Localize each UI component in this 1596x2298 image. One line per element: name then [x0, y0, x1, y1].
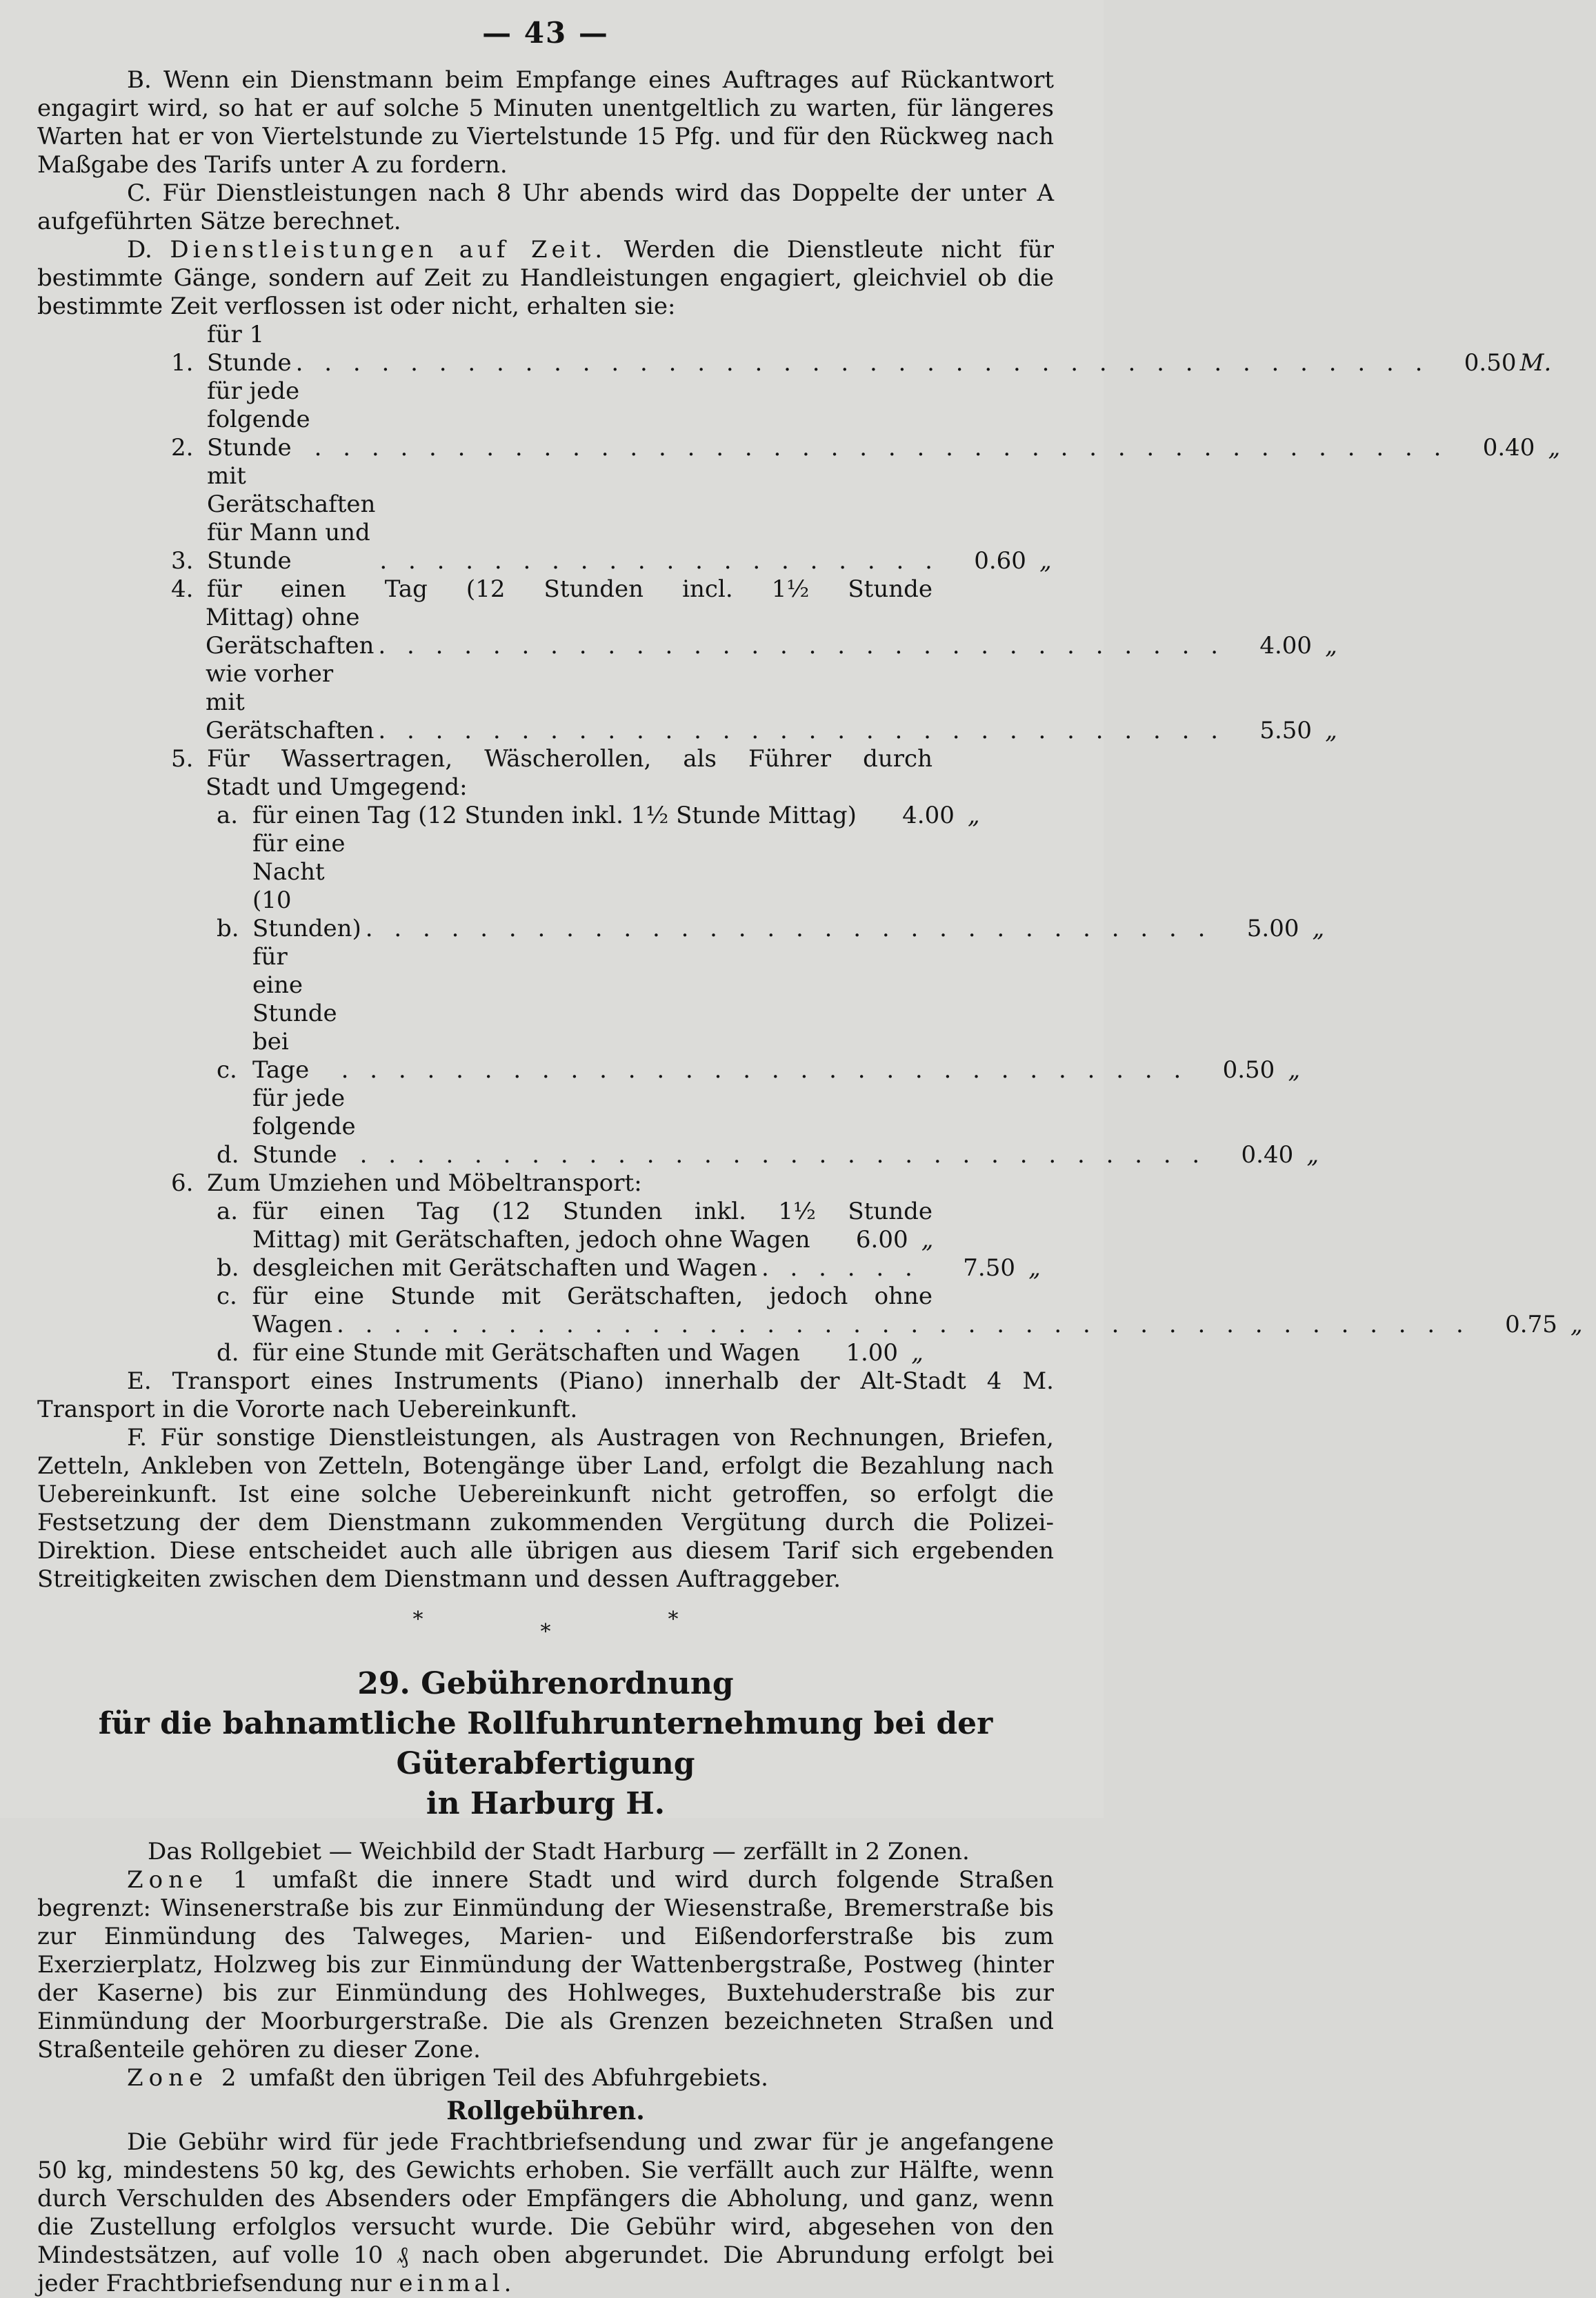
paragraph-d-label: D. — [127, 236, 152, 264]
item-price: 0.40 — [1482, 434, 1535, 462]
paragraph-d-heading: Dienstleistungen auf Zeit. — [170, 236, 607, 264]
paragraph-f — [37, 1424, 1054, 1594]
item-unit: „ — [1312, 915, 1325, 942]
tariff-item-6d — [37, 1339, 1054, 1367]
item-number: 3. — [171, 547, 194, 575]
paragraph-b — [37, 66, 1054, 179]
item-unit: „ — [1548, 434, 1561, 462]
separator-asterisk: * — [668, 1607, 679, 1632]
fees-text: Die Gebühr wird für jede Frachtbriefsendung und zwar für je angefangene 50 kg, mindestens 50 kg, des Gewichts erhoben. Sie verfällt auch zur Hälfte, wenn durch Verschulden des Absenders oder Empfängers die Abholung, und ganz, wenn die Zustellung erfolglos versucht wurde. Die Gebühr wird, abgesehen von den Mindestsätzen, auf volle 10 ₰ nach oben abgerundet. Die Abrundung erfolgt bei jeder Frachtbriefsendung nur — [37, 2128, 1054, 2297]
paragraph-e-text: Transport eines Instruments (Piano) innerhalb der Alt-Stadt 4 M. Transport in die Vororte nach Uebereinkunft. — [37, 1367, 1054, 1423]
tariff-item-5b — [37, 830, 1325, 943]
leader-dots: . . . . . . . . . . . . . . . . . . . . — [379, 547, 939, 575]
paragraph-b-label: B. — [127, 66, 152, 94]
item-text: für 1 Stunde — [207, 321, 292, 377]
item-price: 4.00 — [902, 802, 955, 829]
separator-asterisk: * — [412, 1607, 423, 1632]
tariff-item-1 — [37, 321, 1552, 377]
item-number: a. — [217, 802, 239, 829]
tariff-item-4 — [37, 575, 1054, 604]
paragraph-f-label: F. — [127, 1424, 148, 1452]
item-number: 5. — [171, 745, 194, 773]
item-price: 0.75 — [1505, 1311, 1557, 1338]
item-unit: „ — [1570, 1311, 1583, 1338]
paragraph-zone-2 — [37, 2064, 1054, 2092]
tariff-list — [37, 321, 1583, 1367]
item-unit: „ — [1325, 632, 1337, 660]
item-number: 4. — [171, 575, 194, 603]
item-unit: M. — [1519, 349, 1552, 377]
section-29-title: 29. Gebührenordnung — [357, 1666, 734, 1701]
tariff-item-6 — [37, 1169, 1054, 1198]
item-text: für einen Tag (12 Stunden incl. 1½ Stunde — [207, 575, 932, 603]
item-unit: „ — [1325, 717, 1337, 744]
item-text: Mittag) ohne Gerätschaften — [206, 604, 375, 660]
tariff-item-6c — [37, 1282, 1054, 1311]
page-number: — 43 — — [482, 16, 609, 50]
item-text: Zum Umziehen und Möbeltransport: — [207, 1169, 642, 1197]
subheading-rollgebuehren: Rollgebühren. — [446, 2097, 645, 2126]
leader-dots: . . . . . . . . . . . . . . . . . . . . . . . . . . . . . . — [365, 915, 1213, 942]
leader-dots: . . . . . . . . . . . . . . . . . . . . . . . . . . . . . . . . . . . . . . . . — [314, 434, 1448, 462]
item-number: d. — [217, 1141, 239, 1169]
item-price: 0.50 — [1464, 349, 1517, 377]
section-29-subtitle-line-2: in Harburg H. — [426, 1786, 666, 1821]
item-unit: „ — [1028, 1254, 1041, 1282]
tariff-item-5-line-2 — [37, 773, 1054, 802]
item-number: b. — [217, 1254, 239, 1282]
tariff-item-6a — [37, 1198, 1054, 1226]
tariff-item-4-line-b — [37, 660, 1337, 745]
item-text: für einen Tag (12 Stunden inkl. 1½ Stunde Mittag) — [252, 802, 857, 829]
tariff-item-5a — [37, 802, 1054, 830]
item-text: für eine Nacht (10 Stunden) — [252, 830, 361, 942]
item-price: 7.50 — [963, 1254, 1015, 1282]
zone-2-text: umfaßt den übrigen Teil des Abfuhrgebiets. — [249, 2064, 768, 2092]
item-price: 0.60 — [974, 547, 1026, 575]
leader-dots: . . . . . . — [761, 1254, 919, 1282]
section-separator — [37, 1607, 1054, 1644]
tariff-item-5c — [37, 943, 1301, 1084]
item-unit: „ — [968, 802, 980, 829]
separator-asterisk: * — [540, 1620, 551, 1644]
leader-dots: . . . . . . . . . . . . . . . . . . . . . . . . . . . . . . — [378, 717, 1226, 744]
paragraph-rollgebiet: Das Rollgebiet — Weichbild der Stadt Harburg — zerfällt in 2 Zonen. — [148, 1838, 970, 1865]
tariff-item-5 — [37, 745, 1054, 773]
section-29-subtitle-line-1: für die bahnamtliche Rollfuhrunternehmung bei der Güterabfertigung — [98, 1706, 993, 1781]
item-price: 0.50 — [1222, 1056, 1275, 1084]
item-text: Wagen — [252, 1311, 333, 1338]
paragraph-e — [37, 1367, 1054, 1424]
leader-dots: . . . . . . . . . . . . . . . . . . . . . . . . . . . . . . — [378, 632, 1226, 660]
item-text: desgleichen mit Gerätschaften und Wagen — [252, 1254, 757, 1282]
tariff-item-2 — [37, 377, 1561, 462]
item-unit: „ — [921, 1226, 934, 1254]
paragraph-fees — [37, 2128, 1054, 2298]
paragraph-d — [37, 236, 1054, 321]
item-number: 2. — [171, 434, 194, 462]
tariff-item-3 — [37, 462, 1054, 575]
zone-2-lead: Zone 2 — [127, 2064, 242, 2092]
item-text: für einen Tag (12 Stunden inkl. 1½ Stunde — [252, 1198, 932, 1225]
item-price: 4.00 — [1259, 632, 1313, 660]
item-unit: „ — [911, 1339, 924, 1367]
paragraph-f-text: Für sonstige Dienstleistungen, als Austragen von Rechnungen, Briefen, Zetteln, Ankleben von Zetteln, Botengänge über Land, erfolgt die Bezahlung nach Uebereinkunft. Ist eine solche Uebereinkunft nicht getroffen, so erfolgt die Festsetzung der dem Dienstmann zukommenden Vergütung durch die Polizei-Direktion. Diese entscheidet auch alle übrigen aus diesem Tarif sich ergebenden Streitigkeiten zwischen dem Dienstmann und dessen Auftraggeber. — [37, 1424, 1054, 1593]
item-text: Mittag) mit Gerätschaften, jedoch ohne Wagen — [252, 1226, 810, 1254]
item-number: 6. — [171, 1169, 194, 1197]
leader-dots: . . . . . . . . . . . . . . . . . . . . . . . . . . . . . . . . . . . . . . . . — [337, 1311, 1470, 1338]
paragraph-e-label: E. — [127, 1367, 152, 1395]
tariff-item-6c-line-2 — [37, 1311, 1583, 1339]
item-price: 5.50 — [1259, 717, 1313, 744]
item-number: 1. — [171, 349, 194, 377]
item-number: b. — [217, 915, 239, 942]
zone-1-lead: Zone 1 — [127, 1866, 254, 1894]
item-price: 6.00 — [855, 1226, 908, 1254]
fees-end: einmal. — [399, 2270, 516, 2297]
item-price: 5.00 — [1246, 915, 1299, 942]
item-price: 1.00 — [846, 1339, 899, 1367]
item-price: 0.40 — [1241, 1141, 1294, 1169]
paragraph-c — [37, 179, 1054, 236]
item-text: für eine Stunde mit Gerätschaften, jedoch ohne — [252, 1282, 932, 1310]
item-text: Für Wassertragen, Wäscherollen, als Führer durch — [207, 745, 932, 773]
paragraph-c-text: Für Dienstleistungen nach 8 Uhr abends wird das Doppelte der unter A aufgeführten Sätze berechnet. — [37, 179, 1054, 235]
item-text: Stadt und Umgegend: — [206, 773, 468, 801]
paragraph-d-text: Werden die Dienstleute nicht für bestimmte Gänge, sondern auf Zeit zu Handleistungen engagiert, gleichviel ob die bestimmte Zeit verflossen ist oder nicht, erhalten sie: — [37, 236, 1055, 320]
tariff-item-6a-line-2 — [37, 1226, 1054, 1254]
item-number: c. — [217, 1282, 237, 1310]
item-text: für eine Stunde mit Gerätschaften und Wagen — [252, 1339, 801, 1367]
paragraph-c-label: C. — [127, 179, 152, 207]
item-unit: „ — [1288, 1056, 1301, 1084]
item-unit: „ — [1039, 547, 1052, 575]
tariff-item-6b — [37, 1254, 1054, 1282]
paragraph-b-text: Wenn ein Dienstmann beim Empfange eines Auftrages auf Rückantwort engagirt wird, so hat er auf solche 5 Minuten unentgeltlich zu warten, für längeres Warten hat er von Viertelstunde zu Viertelstunde 15 Pfg. und für den Rückweg nach Maßgabe des Tarifs unter A zu fordern. — [37, 66, 1054, 179]
item-text: für eine Stunde bei Tage — [252, 943, 337, 1084]
item-number: a. — [217, 1198, 239, 1225]
item-number: d. — [217, 1339, 239, 1367]
paragraph-zone-1 — [37, 1866, 1054, 2064]
item-text: für jede folgende Stunde — [252, 1084, 356, 1169]
tariff-item-4-line-a — [37, 604, 1337, 660]
leader-dots: . . . . . . . . . . . . . . . . . . . . . . . . . . . . . . — [359, 1141, 1207, 1169]
item-unit: „ — [1306, 1141, 1319, 1169]
leader-dots: . . . . . . . . . . . . . . . . . . . . . . . . . . . . . . . . . . . . . . . . — [295, 349, 1430, 377]
item-text: mit Gerätschaften für Mann und Stunde — [207, 462, 376, 575]
item-text: für jede folgende Stunde — [207, 377, 310, 462]
tariff-item-5d — [37, 1084, 1319, 1169]
zone-1-text: umfaßt die innere Stadt und wird durch folgende Straßen begrenzt: Winsenerstraße bis zur Einmündung der Wiesenstraße, Bremerstraße bis zur Einmündung des Talweges, Marien- und Eißendorferstraße bis zum Exerzierplatz, Holzweg bis zur Einmündung der Wattenbergstraße, Postweg (hinter der Kaserne) bis zur Einmündung des Hohlweges, Buxtehuderstraße bis zur Einmündung der Moorburgerstraße. Die als Grenzen bezeichneten Straßen und Straßenteile gehören zu dieser Zone. — [37, 1866, 1054, 2063]
item-number: c. — [217, 1056, 237, 1084]
leader-dots: . . . . . . . . . . . . . . . . . . . . . . . . . . . . . . — [341, 1056, 1188, 1084]
item-text: wie vorher mit Gerätschaften — [206, 660, 375, 744]
